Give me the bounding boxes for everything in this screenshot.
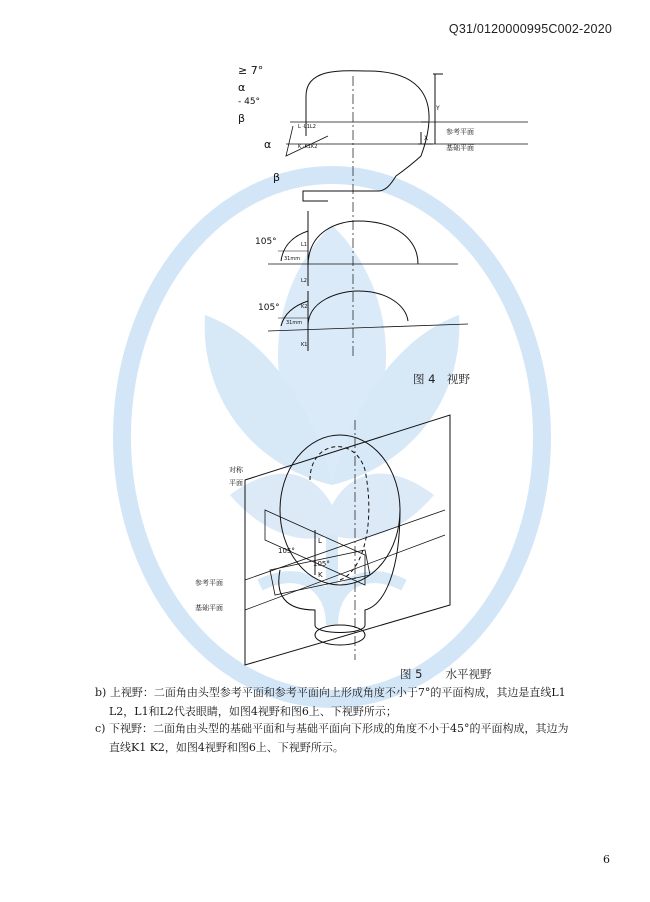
label-l-l1l2: L ·L1L2 xyxy=(298,124,316,130)
label-l2: L2 xyxy=(301,278,307,284)
label-l-5: L xyxy=(318,537,322,545)
label-k-k1k2: K ·K1K2 xyxy=(298,144,318,150)
figure-5-caption: 图 5 水平视野 xyxy=(400,667,492,681)
paragraph-c-line-2: 直线K1 K2，如图4视野和图6上、下视野所示。 xyxy=(109,741,344,754)
label-beta-1: β xyxy=(238,112,246,125)
label-ref-plane: 参考平面 xyxy=(446,128,474,136)
label-base-plane-5: 基础平面 xyxy=(195,604,223,612)
label-31mm-lower: 31mm xyxy=(286,320,303,326)
label-sym-1: 对称 xyxy=(229,466,243,474)
label-alpha-1: α xyxy=(238,81,246,94)
label-105-5a: 105° xyxy=(278,547,295,555)
label-sym-2: 平面 xyxy=(229,479,243,487)
paragraph-b xyxy=(95,683,605,721)
label-dash45: - 45° xyxy=(238,97,261,107)
label-base-plane: 基础平面 xyxy=(446,144,474,152)
paragraph-b-line-1: b) 上视野：二面角由头型参考平面和参考平面向上形成角度不小于7°的平面构成，其边是直线L1 xyxy=(95,686,566,699)
paragraph-c-line-1: c) 下视野：二面角由头型的基础平面和与基础平面向下形成的角度不小于45°的平面构成，其边为 xyxy=(95,722,569,735)
document-code: Q31/0120000995C002-2020 xyxy=(448,22,612,36)
label-k2: K2 xyxy=(301,304,308,310)
label-y: Y xyxy=(436,105,440,112)
label-ge7: ≥ 7° xyxy=(238,64,264,77)
label-31mm-upper: 31mm xyxy=(284,256,301,262)
label-beta-2: β xyxy=(273,171,281,184)
label-105-5b: 105° xyxy=(313,560,330,568)
label-k-5: K xyxy=(318,571,323,579)
label-x: X xyxy=(424,135,429,142)
label-k1: K1 xyxy=(301,342,308,348)
paragraph-b-line-2: L2，L1和L2代表眼睛，如图4视野和图6上、下视野所示； xyxy=(109,705,397,718)
label-ref-plane-5: 参考平面 xyxy=(195,579,223,587)
figure-5-horizontal-view xyxy=(195,410,465,665)
label-alpha-2: α xyxy=(264,138,272,151)
label-l1: L1 xyxy=(301,242,307,248)
figure-4-field-of-view xyxy=(228,56,528,356)
page-number: 6 xyxy=(603,853,610,866)
label-105-upper: 105° xyxy=(255,237,277,247)
figure-4-caption: 图 4 视野 xyxy=(413,372,470,386)
paragraph-c xyxy=(95,719,605,757)
label-105-lower: 105° xyxy=(258,303,280,313)
